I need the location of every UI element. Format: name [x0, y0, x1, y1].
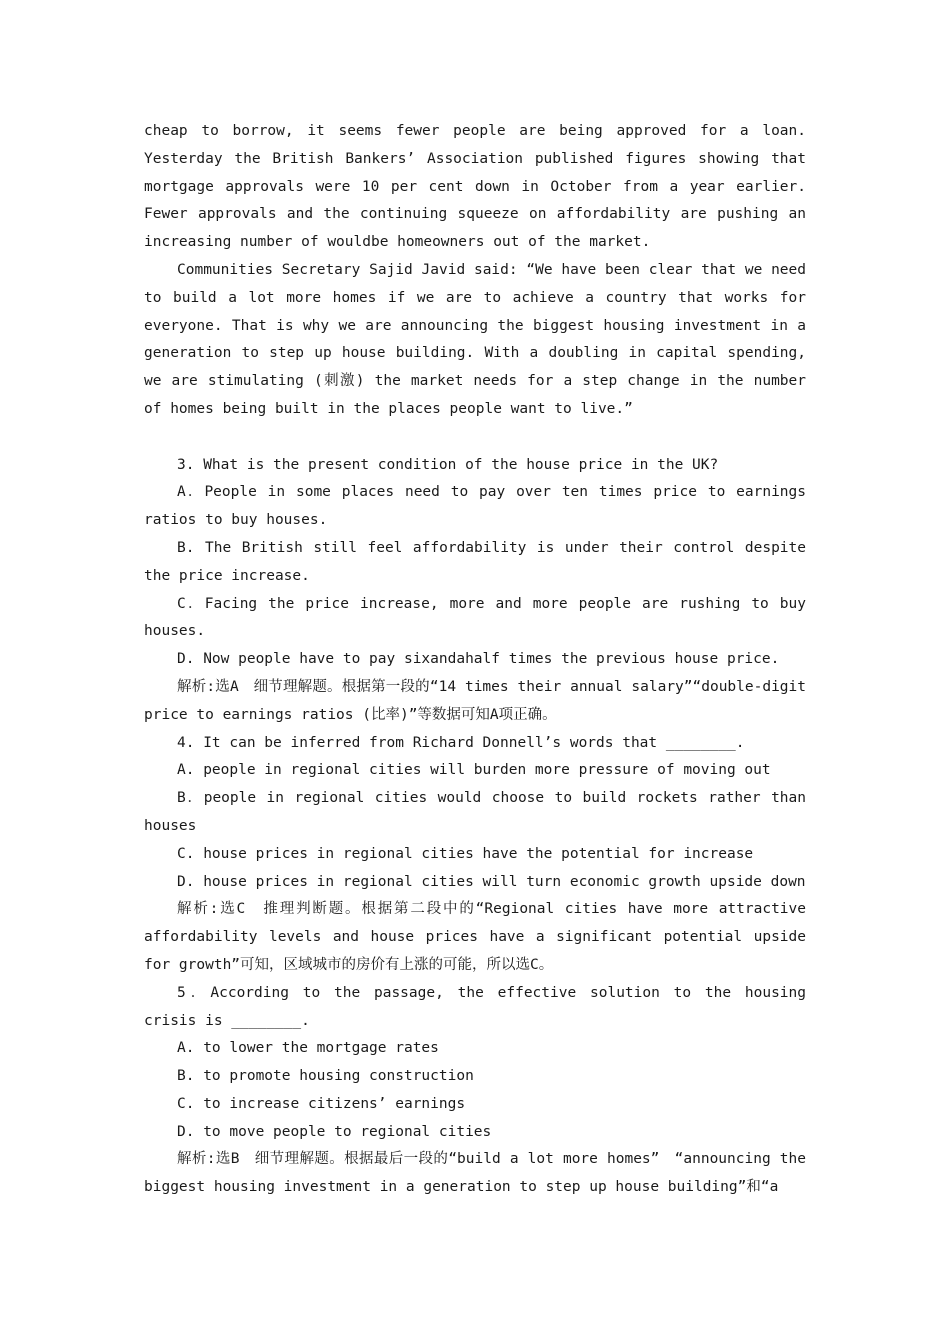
- option-b: B. The British still feel affordability is under their control despite the price increase.: [144, 539, 806, 584]
- option-c: C. to increase citizens’ earnings: [177, 1095, 466, 1112]
- section-gap: [144, 424, 806, 452]
- question-stem: 4. It can be inferred from Richard Donnell’s words that ________.: [177, 734, 745, 751]
- question-4: [144, 730, 806, 980]
- option-d: D. house prices in regional cities will turn economic growth upside down: [177, 873, 806, 890]
- passage-paragraph: Communities Secretary Sajid Javid said: “We have been clear that we need to build a lot more homes if we are to achieve a country that works for everyone. That is why we are announcing the biggest housing investment in a generation to step up house building. With a doubling in capital spending, we are stimulating (刺激) the market needs for a step change in the number of homes being built in the places people want to live.”: [144, 261, 806, 417]
- analysis: 解析:选A 细节理解题。根据第一段的“14 times their annual salary”“double-digit price to earnings ratios (比率)”等数据可知A项正确。: [144, 678, 806, 723]
- option-c: C. house prices in regional cities have the potential for increase: [177, 845, 754, 862]
- analysis: 解析:选C 推理判断题。根据第二段中的“Regional cities have more attractive affordability levels and house prices have a significant potential upside for growth”可知，区域城市的房价有上涨的可能，所以选C。: [144, 901, 806, 973]
- option-c: C．Facing the price increase, more and more people are rushing to buy houses.: [144, 595, 806, 640]
- option-b: B. to promote housing construction: [177, 1068, 474, 1085]
- question-stem: 3. What is the present condition of the house price in the UK?: [177, 456, 719, 473]
- question-3: [144, 452, 806, 730]
- question-stem: 5．According to the passage, the effective solution to the housing crisis is ________.: [144, 984, 806, 1029]
- option-d: D. Now people have to pay sixandahalf times the previous house price.: [177, 651, 780, 668]
- option-b: B．people in regional cities would choose to build rockets rather than houses: [144, 790, 806, 834]
- option-a: A. people in regional cities will burden more pressure of moving out: [177, 762, 771, 779]
- option-d: D. to move people to regional cities: [177, 1123, 492, 1140]
- option-a: A. to lower the mortgage rates: [177, 1040, 439, 1057]
- question-5: [144, 980, 806, 1202]
- analysis: 解析:选B 细节理解题。根据最后一段的“build a lot more homes” “announcing the biggest housing investment in a generation to step up house building”和“a: [144, 1151, 806, 1196]
- passage-paragraph: cheap to borrow, it seems fewer people are being approved for a loan. Yesterday the British Bankers’ Association published figures showing that mortgage approvals were 10 per cent down in October from a year earlier. Fewer approvals and the continuing squeeze on affordability are pushing an increasing number of wouldbe homeowners out of the market.: [144, 123, 806, 251]
- option-a: A．People in some places need to pay over ten times price to earnings ratios to buy houses.: [144, 484, 806, 529]
- document-page: [144, 118, 806, 1202]
